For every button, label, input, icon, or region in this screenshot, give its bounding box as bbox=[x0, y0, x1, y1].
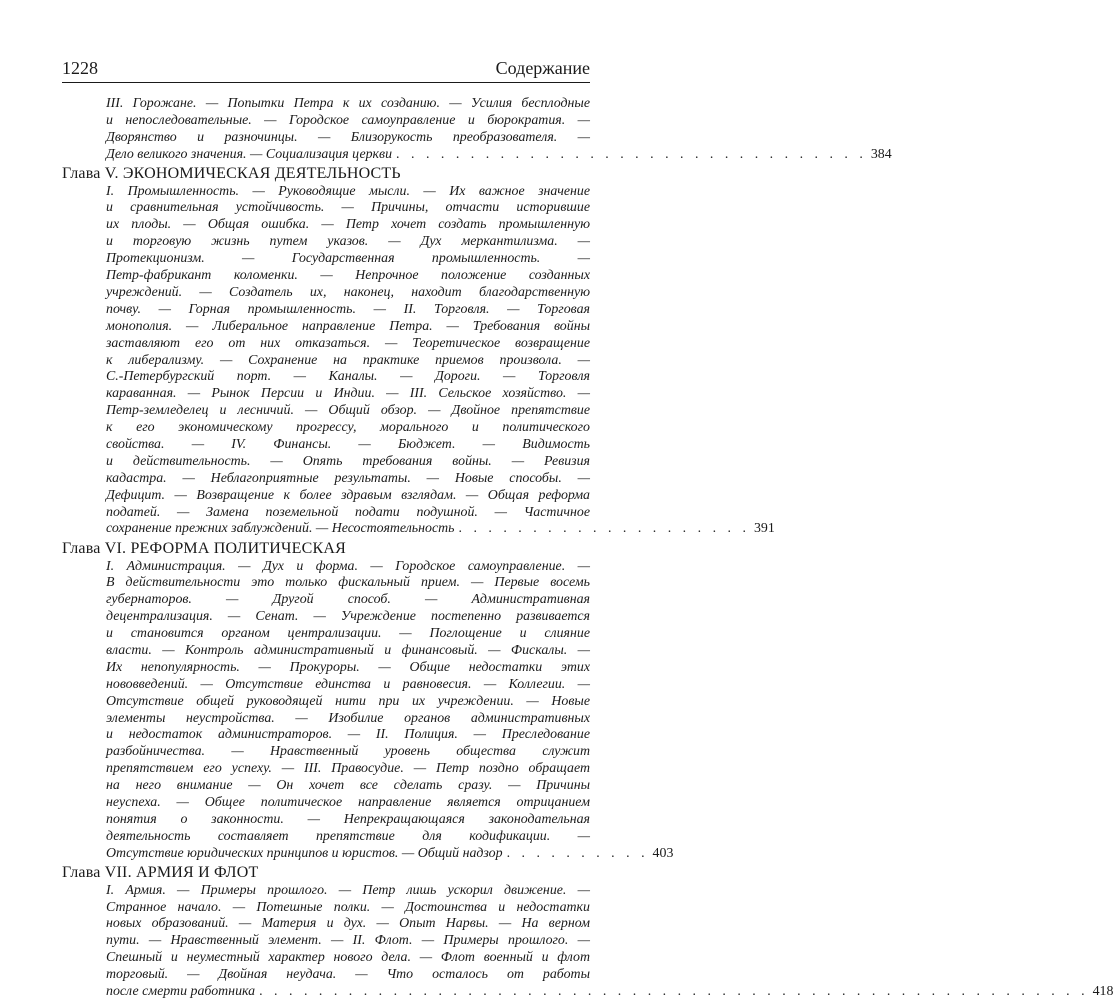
chapter-contents-block bbox=[106, 183, 775, 539]
toc-text-line: Дефицит. — Возвращение к более здравым взглядам. — Общая реформа bbox=[106, 487, 590, 503]
toc-entry-tail-text: Дело великого значения. — Социализация церкви bbox=[106, 146, 393, 162]
toc-text-line: пути. — Нравственный элемент. — II. Флот. — Примеры прошлого. — bbox=[106, 933, 590, 949]
toc-text-line: и становится органом централизации. — Поглощение и слияние bbox=[106, 626, 590, 642]
toc-entry-last-line bbox=[106, 984, 1113, 1001]
toc-text-line: и действительность. — Опять требования войны. — Ревизия bbox=[106, 453, 590, 469]
toc-text-line: децентрализация. — Сенат. — Учреждение постепенно развивается bbox=[106, 609, 590, 625]
toc-entry-last-line bbox=[106, 146, 892, 164]
toc-text-line: Их непопулярность. — Прокуроры. — Общие недостатки этих bbox=[106, 659, 590, 675]
chapter-heading bbox=[62, 540, 590, 558]
toc-text-line: Протекционизм. — Государственная промышленность. — bbox=[106, 251, 590, 267]
toc-text-line: I. Администрация. — Дух и форма. — Городское самоуправление. — bbox=[106, 558, 590, 574]
toc-text-line: и недостаток администраторов. — II. Полиция. — Преследование bbox=[106, 727, 590, 743]
toc-page-number: 403 bbox=[652, 845, 674, 861]
toc-text-line: власти. — Контроль административный и финансовый. — Фискалы. — bbox=[106, 642, 590, 658]
chapter-contents-block bbox=[106, 558, 674, 863]
toc-entry-tail-text: сохранение прежних заблуждений. — Несостоятельность bbox=[106, 521, 455, 537]
toc-text-line: разбойничества. — Нравственный уровень общества служит bbox=[106, 744, 590, 760]
toc-text-line: I. Армия. — Примеры прошлого. — Петр лишь ускорил движение. — bbox=[106, 882, 590, 898]
toc-text-line: их плоды. — Общая ошибка. — Петр хочет создать промышленную bbox=[106, 217, 590, 233]
toc-text-line: караванная. — Рынок Персии и Индии. — III. Сельское хозяйство. — bbox=[106, 386, 590, 402]
toc-text-line: Отсутствие общей руководящей нити при их учреждении. — Новые bbox=[106, 693, 590, 709]
toc-entry-last-line bbox=[106, 845, 674, 863]
chapter-heading bbox=[62, 864, 590, 882]
toc-text-line: учреждений. — Создатель их, наконец, находит благодарственную bbox=[106, 284, 590, 300]
toc-text-line: неуспеха. — Общее политическое направление является отрицанием bbox=[106, 794, 590, 810]
toc-page-number: 384 bbox=[870, 146, 892, 162]
header-rule bbox=[62, 82, 590, 83]
toc-text-line: понятия о законности. — Непрекращающаяся законодательная bbox=[106, 811, 590, 827]
toc-text-line: деятельность составляет препятствие для кодификации. — bbox=[106, 828, 590, 844]
toc-text-line: Спешный и неуместный характер нового дела. — Флот военный и флот bbox=[106, 950, 590, 966]
dot-leader: . . . . . . . . . . . . . . . . . . . . bbox=[458, 521, 750, 537]
toc-entry-tail-text: после смерти работника bbox=[106, 984, 256, 1000]
toc-text-line: Петр-земледелец и лесничий. — Общий обзор. — Двойное препятствие bbox=[106, 403, 590, 419]
chapter-heading bbox=[62, 165, 590, 183]
dot-leader: . . . . . . . . . . . . . . . . . . . . . . . . . . . . . . . . bbox=[396, 146, 867, 162]
toc-text-line: заставляют его от них отказаться. — Теоретическое возвращение bbox=[106, 335, 590, 351]
toc-entry-tail-text: Отсутствие юридических принципов и юристов. — Общий надзор bbox=[106, 845, 503, 861]
chapter-title: Глава VII. АРМИЯ И ФЛОТ bbox=[62, 864, 259, 882]
toc-text-line: В действительности это только фискальный прием. — Первые восемь bbox=[106, 575, 590, 591]
chapter-title: Глава VI. РЕФОРМА ПОЛИТИЧЕСКАЯ bbox=[62, 540, 346, 557]
toc-text-line: к либерализму. — Сохранение на практике приемов произвола. — bbox=[106, 352, 590, 368]
toc-entry-last-line bbox=[106, 521, 775, 538]
toc-text-line: губернаторов. — Другой способ. — Административная bbox=[106, 592, 590, 608]
toc-text-line: и непоследовательные. — Городское самоуправление и бюрократия. — bbox=[106, 112, 590, 128]
toc-text-line: монополия. — Либеральное направление Петра. — Требования войны bbox=[106, 318, 590, 334]
toc-page-number: 391 bbox=[753, 521, 775, 537]
chapter-contents-block bbox=[106, 882, 1113, 1001]
toc-text-line: свойства. — IV. Финансы. — Бюджет. — Видимость bbox=[106, 436, 590, 452]
chapter-title: Глава V. ЭКОНОМИЧЕСКАЯ ДЕЯТЕЛЬНОСТЬ bbox=[62, 165, 401, 183]
toc-text-line: Дворянство и разночинцы. — Близорукость преобразователя. — bbox=[106, 129, 590, 145]
running-header bbox=[62, 58, 590, 82]
toc-text-line: почву. — Горная промышленность. — II. Торговля. — Торговая bbox=[106, 301, 590, 317]
dot-leader: . . . . . . . . . . . . . . . . . . . . . . . . . . . . . . . . . . . . . . . . . . . . . . . . . . . . . . . . bbox=[259, 984, 1089, 1000]
toc-text-line: С.-Петербургский порт. — Каналы. — Дороги. — Торговля bbox=[106, 369, 590, 385]
toc-text-line: элементы неустройства. — Изобилие органов административных bbox=[106, 710, 590, 726]
toc-text-line: и торговую жизнь путем указов. — Дух меркантилизма. — bbox=[106, 234, 590, 250]
running-title: Содержание bbox=[495, 58, 590, 78]
toc-text-line: Странное начало. — Потешные полки. — Достоинства и недостатки bbox=[106, 899, 590, 915]
toc-text-line: I. Промышленность. — Руководящие мысли. — Их важное значение bbox=[106, 183, 590, 199]
toc-text-line: кадастра. — Неблагоприятные результаты. — Новые способы. — bbox=[106, 470, 590, 486]
toc-page-number: 418 bbox=[1092, 984, 1113, 1000]
toc-text-line: Петр-фабрикант коломенки. — Непрочное положение созданных bbox=[106, 268, 590, 284]
toc-text-line: на него внимание — Он хочет все сделать сразу. — Причины bbox=[106, 778, 590, 794]
page-number: 1228 bbox=[62, 58, 98, 78]
toc-subentry-block bbox=[106, 96, 892, 164]
toc-text-line: торговый. — Двойная неудача. — Что осталось от работы bbox=[106, 967, 590, 983]
toc-text-line: препятствием его успеху. — III. Правосудие. — Петр поздно обращает bbox=[106, 761, 590, 777]
toc-text-line: и сравнительная устойчивость. — Причины, отчасти исторившие bbox=[106, 200, 590, 216]
toc-text-line: III. Горожане. — Попытки Петра к их созданию. — Усилия бесплодные bbox=[106, 96, 590, 111]
toc-text-line: податей. — Замена поземельной подати подушной. — Частичное bbox=[106, 504, 590, 520]
toc-text-line: к его экономическому прогрессу, морального и политического bbox=[106, 420, 590, 436]
dot-leader: . . . . . . . . . . bbox=[506, 845, 649, 861]
toc-text-line: нововведений. — Отсутствие единства и равновесия. — Коллегии. — bbox=[106, 676, 590, 692]
toc-text-line: новых образований. — Материя и дух. — Опыт Нарвы. — На верном bbox=[106, 916, 590, 932]
